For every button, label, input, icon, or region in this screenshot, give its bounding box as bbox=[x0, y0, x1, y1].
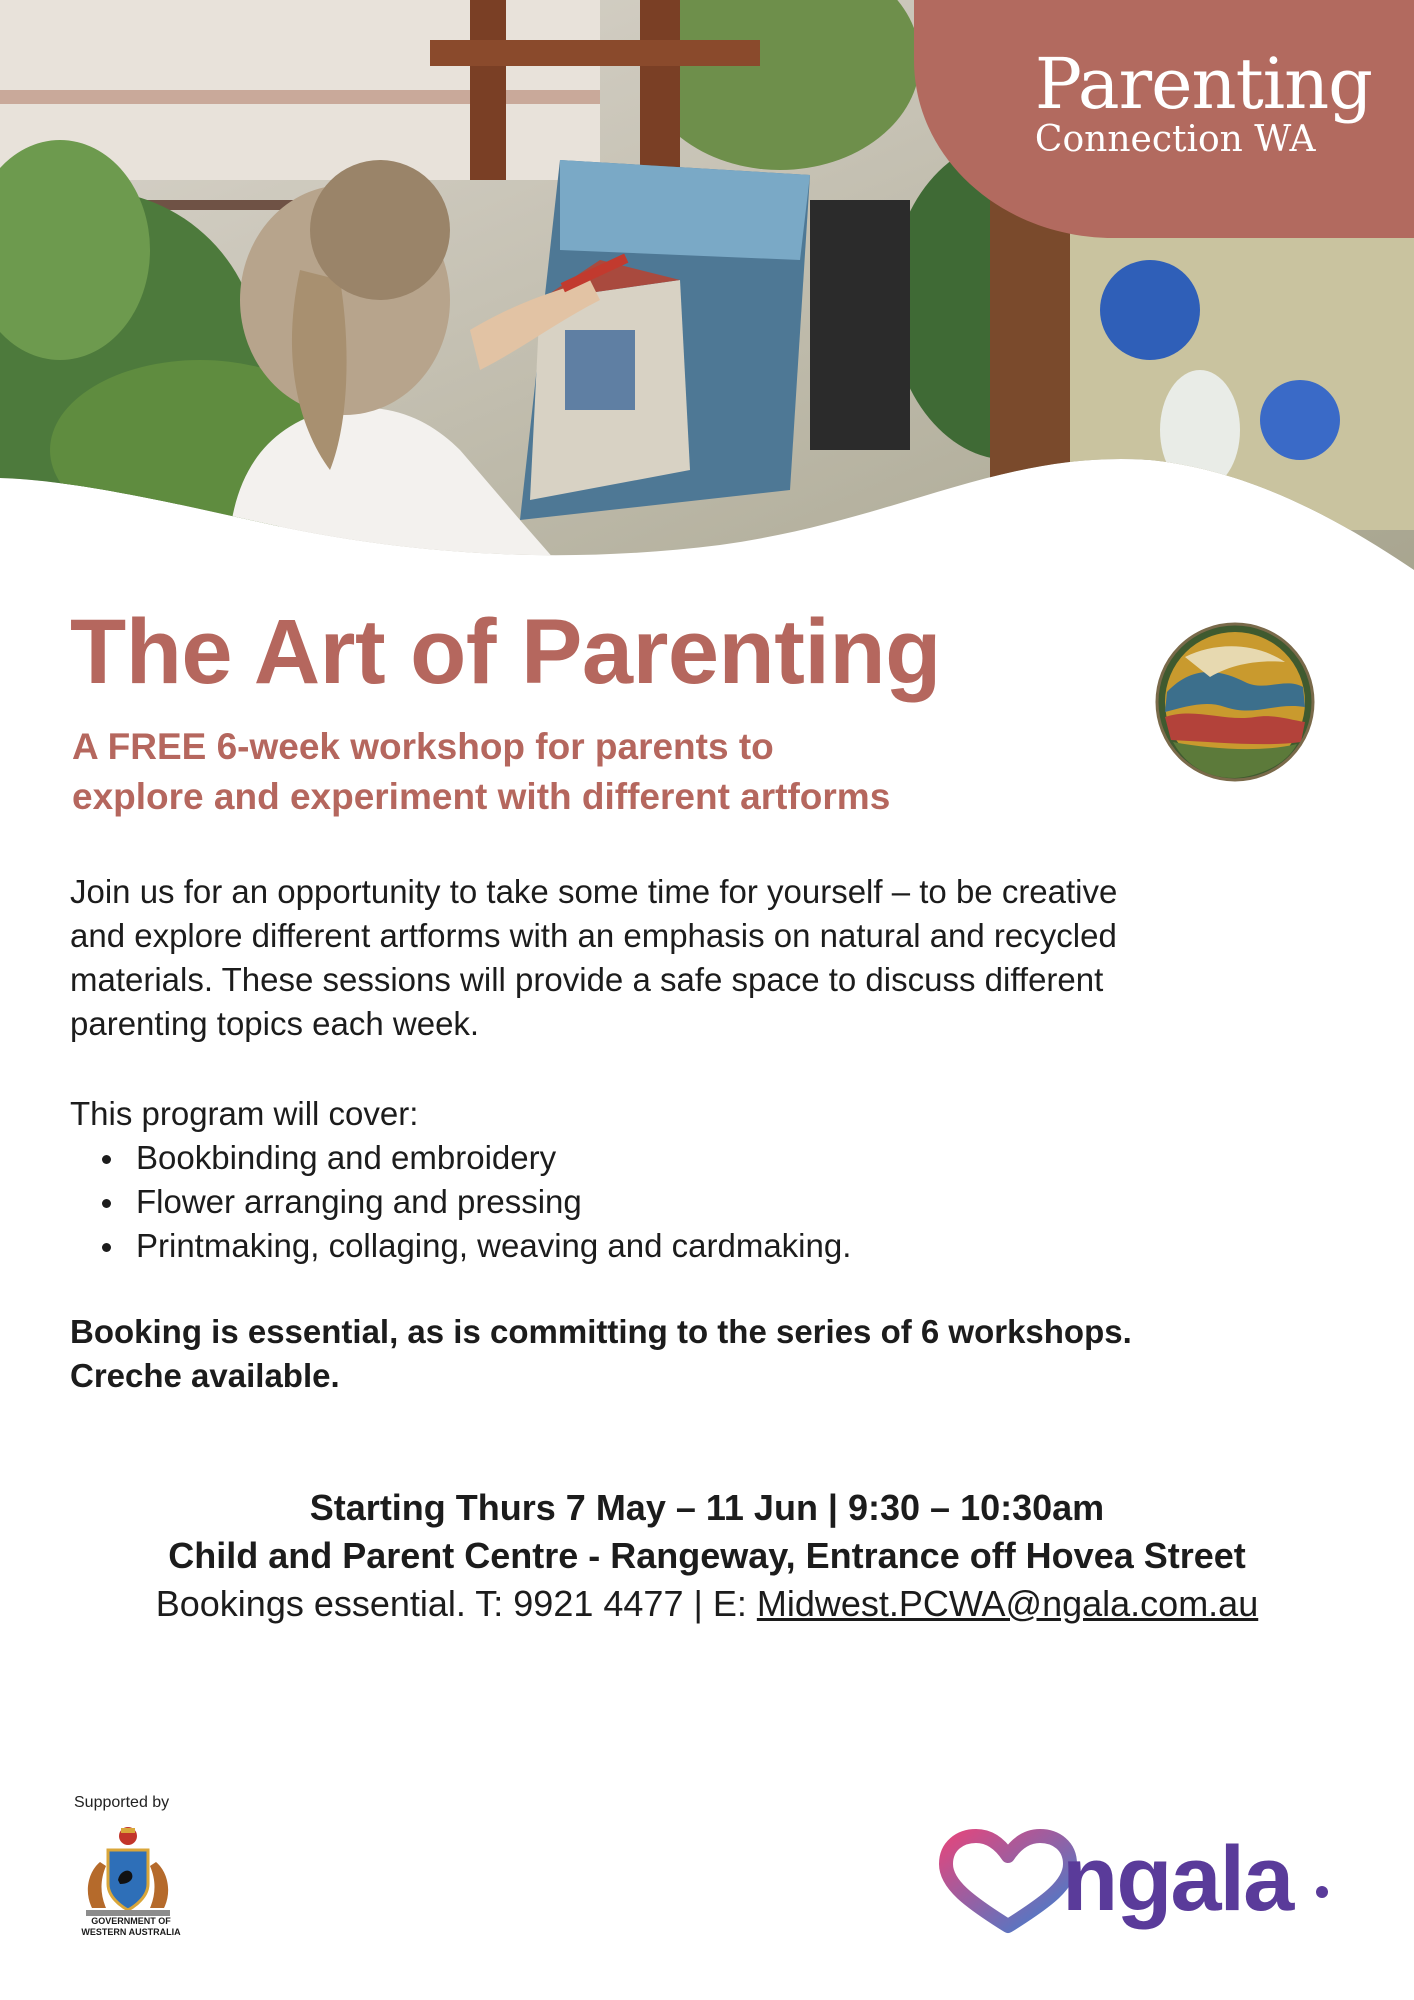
intro-line: and explore different artforms with an emphasis on natural and recycled bbox=[70, 917, 1117, 954]
intro-line: Join us for an opportunity to take some time for yourself – to be creative bbox=[70, 873, 1118, 910]
parenting-connection-logo bbox=[1035, 44, 1372, 160]
wa-government-crest-icon bbox=[72, 1822, 184, 1922]
email-link[interactable]: Midwest.PCWA@ngala.com.au bbox=[756, 1583, 1259, 1624]
intro-line: materials. These sessions will provide a safe space to discuss different bbox=[70, 961, 1104, 998]
booking-note bbox=[70, 1310, 1360, 1398]
program-intro: This program will cover: bbox=[70, 1095, 419, 1132]
ngala-wordmark: ngala bbox=[1062, 1828, 1293, 1930]
government-label bbox=[66, 1916, 196, 1938]
gov-line: GOVERNMENT OF bbox=[91, 1916, 171, 1926]
intro-line: parenting topics each week. bbox=[70, 1005, 480, 1042]
ngala-dot-icon bbox=[1316, 1886, 1328, 1898]
page-title: The Art of Parenting bbox=[70, 601, 941, 703]
intro-paragraph bbox=[70, 870, 1360, 1046]
brand-subtitle: Connection WA bbox=[1034, 119, 1316, 160]
contact-line bbox=[0, 1580, 1414, 1628]
supported-by-label: Supported by bbox=[74, 1794, 170, 1811]
list-item: Flower arranging and pressing bbox=[70, 1180, 851, 1224]
brand-title: Parenting bbox=[1034, 43, 1372, 125]
event-venue: Child and Parent Centre - Rangeway, Entrance off Hovea Street bbox=[168, 1535, 1246, 1576]
list-item: Printmaking, collaging, weaving and cardmaking. bbox=[70, 1224, 851, 1268]
subtitle-line: explore and experiment with different artforms bbox=[72, 776, 891, 817]
event-dates: Starting Thurs 7 May – 11 Jun | 9:30 – 10:30am bbox=[309, 1487, 1105, 1528]
lemulatko-woven-logo-icon bbox=[1115, 582, 1355, 822]
page-subtitle bbox=[72, 722, 1072, 822]
list-item: Bookbinding and embroidery bbox=[70, 1136, 851, 1180]
gov-line: WESTERN AUSTRALIA bbox=[81, 1927, 181, 1937]
contact-prefix: Bookings essential. T: 9921 4477 | E: bbox=[155, 1583, 757, 1624]
subtitle-line: A FREE 6-week workshop for parents to bbox=[72, 726, 774, 767]
event-details bbox=[0, 1484, 1414, 1628]
program-list bbox=[70, 1136, 851, 1268]
booking-line: Creche available. bbox=[70, 1357, 340, 1394]
booking-line: Booking is essential, as is committing to the series of 6 workshops. bbox=[70, 1313, 1132, 1350]
